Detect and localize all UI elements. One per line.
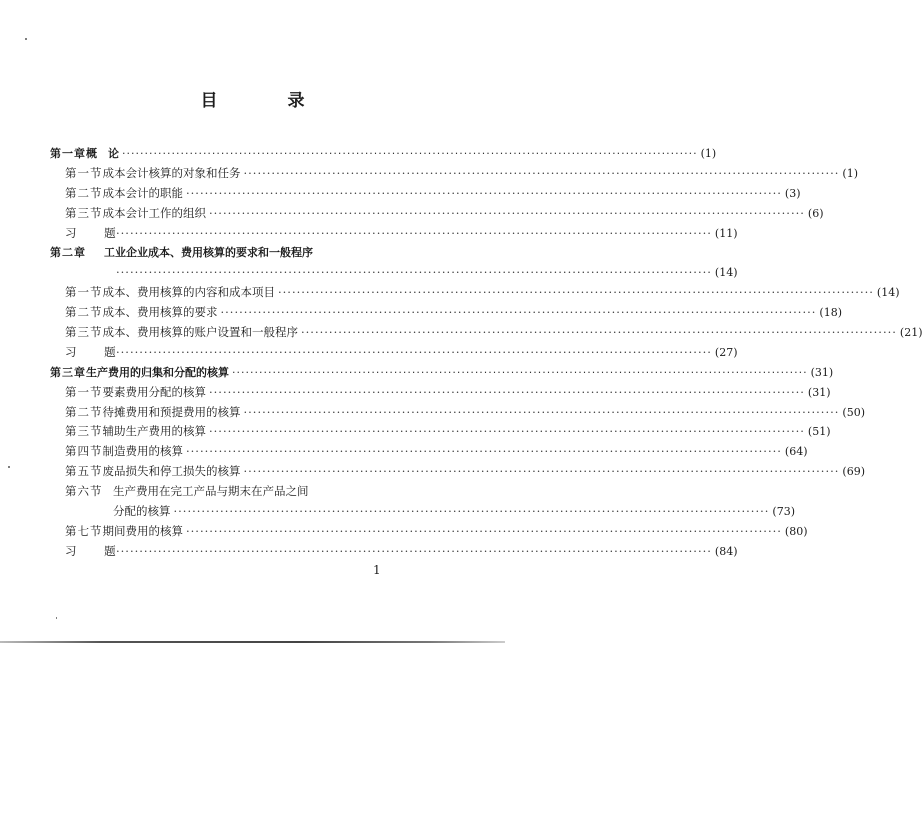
toc-page-number: (50) xyxy=(842,405,865,419)
toc-leader-dots xyxy=(174,502,770,522)
toc-entry-number: 第一节 xyxy=(65,384,103,399)
toc-entry-title: 分配的核算 xyxy=(113,504,171,519)
toc-chapter-row xyxy=(50,144,717,164)
toc-leader-dots xyxy=(209,383,805,403)
toc-leader-dots xyxy=(244,164,840,184)
toc-entry-number: 第六节 xyxy=(65,484,103,499)
toc-leader-dots xyxy=(232,363,808,383)
toc-page-number: (1) xyxy=(700,147,717,160)
page-title: 目 录 xyxy=(200,91,337,111)
toc-entry-title: 辅助生产费用的核算 xyxy=(102,424,206,439)
toc-page-number: (21) xyxy=(899,326,923,340)
toc-entry-title: 成本、费用核算的要求 xyxy=(102,305,218,320)
toc-leader-dots xyxy=(122,144,698,164)
toc-entry-number: 第二节 xyxy=(65,185,103,200)
toc-page-number: (18) xyxy=(819,306,842,320)
toc-leader-dots xyxy=(186,184,782,204)
toc-leader-dots xyxy=(278,283,874,303)
toc-section-row xyxy=(50,164,858,184)
toc-section-row xyxy=(50,462,865,482)
toc-entry-title: 概 论 xyxy=(86,147,119,160)
toc-section-row xyxy=(50,442,808,462)
toc-entry-number: 第二章 xyxy=(50,246,86,260)
toc-section-row xyxy=(50,204,824,224)
toc-leader-dots xyxy=(116,542,712,562)
toc-entry-number: 第三节 xyxy=(65,205,103,220)
toc-leader-dots xyxy=(221,303,817,323)
toc-section-row xyxy=(50,303,842,323)
page-number: 1 xyxy=(373,563,381,577)
toc-leader-dots xyxy=(116,343,712,363)
toc-leader-dots xyxy=(301,323,897,343)
toc-page-number: (80) xyxy=(784,524,808,538)
table-of-contents xyxy=(50,144,923,562)
toc-entry-title: 成本会计的职能 xyxy=(102,185,183,200)
scan-speck xyxy=(56,617,57,619)
toc-entry-title: 制造费用的核算 xyxy=(102,444,183,459)
toc-entry-number: 第三章 xyxy=(50,365,86,379)
toc-page-number: (64) xyxy=(784,445,808,459)
toc-page-number: (6) xyxy=(807,206,824,220)
toc-section-row xyxy=(50,542,738,562)
toc-entry-title: 成本、费用核算的账户设置和一般程序 xyxy=(102,325,298,340)
toc-leader-dots xyxy=(186,442,782,462)
toc-leader-dots xyxy=(209,422,805,442)
toc-entry-title: 成本、费用核算的内容和成本项目 xyxy=(102,285,275,300)
toc-entry-number: 第二节 xyxy=(65,404,103,419)
toc-section-row xyxy=(50,283,900,303)
toc-section-row xyxy=(50,383,831,403)
toc-page-number: (11) xyxy=(714,226,738,240)
toc-page-number: (84) xyxy=(714,544,738,558)
toc-leader-dots xyxy=(116,224,712,244)
toc-entry-title: 废品损失和停工损失的核算 xyxy=(102,464,241,479)
toc-entry-title: 待摊费用和预提费用的核算 xyxy=(102,404,241,419)
toc-section-row xyxy=(50,184,801,204)
toc-entry-number: 第一章 xyxy=(50,147,86,160)
toc-entry-title: 生产费用的归集和分配的核算 xyxy=(86,365,229,379)
toc-entry-number: 第三节 xyxy=(65,424,103,439)
toc-entry-number: 第一节 xyxy=(65,285,103,300)
toc-continuation-row xyxy=(50,502,795,522)
scan-speck xyxy=(8,466,10,468)
toc-entry-title: 生产费用在完工产品与期末在产品之间 xyxy=(113,484,309,499)
toc-entry-number: 第二节 xyxy=(65,305,103,320)
toc-entry-number: 第三节 xyxy=(65,325,103,340)
toc-section-row xyxy=(50,522,808,542)
toc-section-row xyxy=(50,343,738,363)
page-divider xyxy=(0,641,505,643)
scan-speck xyxy=(25,38,27,40)
toc-chapter-row xyxy=(50,363,834,383)
toc-leader-dots xyxy=(186,522,782,542)
toc-section-row xyxy=(50,422,831,442)
toc-entry-number: 习 题 xyxy=(65,344,128,359)
toc-page-number: (31) xyxy=(807,385,831,399)
toc-section-row xyxy=(50,403,865,423)
toc-page-number: (1) xyxy=(842,166,858,180)
toc-entry-number: 第一节 xyxy=(65,165,103,180)
toc-section-row xyxy=(50,323,923,343)
toc-page-number: (51) xyxy=(807,425,831,439)
toc-entry-number: 习 题 xyxy=(65,543,128,558)
toc-page-number: (73) xyxy=(772,505,795,519)
toc-section-row xyxy=(50,482,395,502)
toc-entry-number: 第四节 xyxy=(65,444,103,459)
toc-page-number: (31) xyxy=(810,365,834,379)
toc-page-number: (14) xyxy=(714,266,738,280)
toc-leader-dots xyxy=(116,263,712,283)
toc-entry-number: 第五节 xyxy=(65,464,103,479)
toc-entry-title: 期间费用的核算 xyxy=(102,523,183,538)
toc-leader-dots xyxy=(209,204,805,224)
toc-page-number: (3) xyxy=(784,186,801,200)
toc-section-row xyxy=(50,224,738,244)
toc-page-number: (69) xyxy=(842,465,865,479)
toc-entry-title: 工业企业成本、费用核算的要求和一般程序 xyxy=(104,246,313,260)
toc-page-number: (27) xyxy=(714,345,738,359)
toc-leader-dots xyxy=(244,403,840,423)
toc-entry-title: 成本会计工作的组织 xyxy=(102,205,206,220)
toc-entry-title: 成本会计核算的对象和任务 xyxy=(102,165,241,180)
toc-continuation-row xyxy=(50,263,738,283)
toc-entry-number: 习 题 xyxy=(65,225,128,240)
toc-chapter-row xyxy=(50,243,395,263)
toc-page-number: (14) xyxy=(876,286,900,300)
toc-entry-number: 第七节 xyxy=(65,523,103,538)
toc-leader-dots xyxy=(244,462,840,482)
toc-entry-title: 要素费用分配的核算 xyxy=(102,384,206,399)
